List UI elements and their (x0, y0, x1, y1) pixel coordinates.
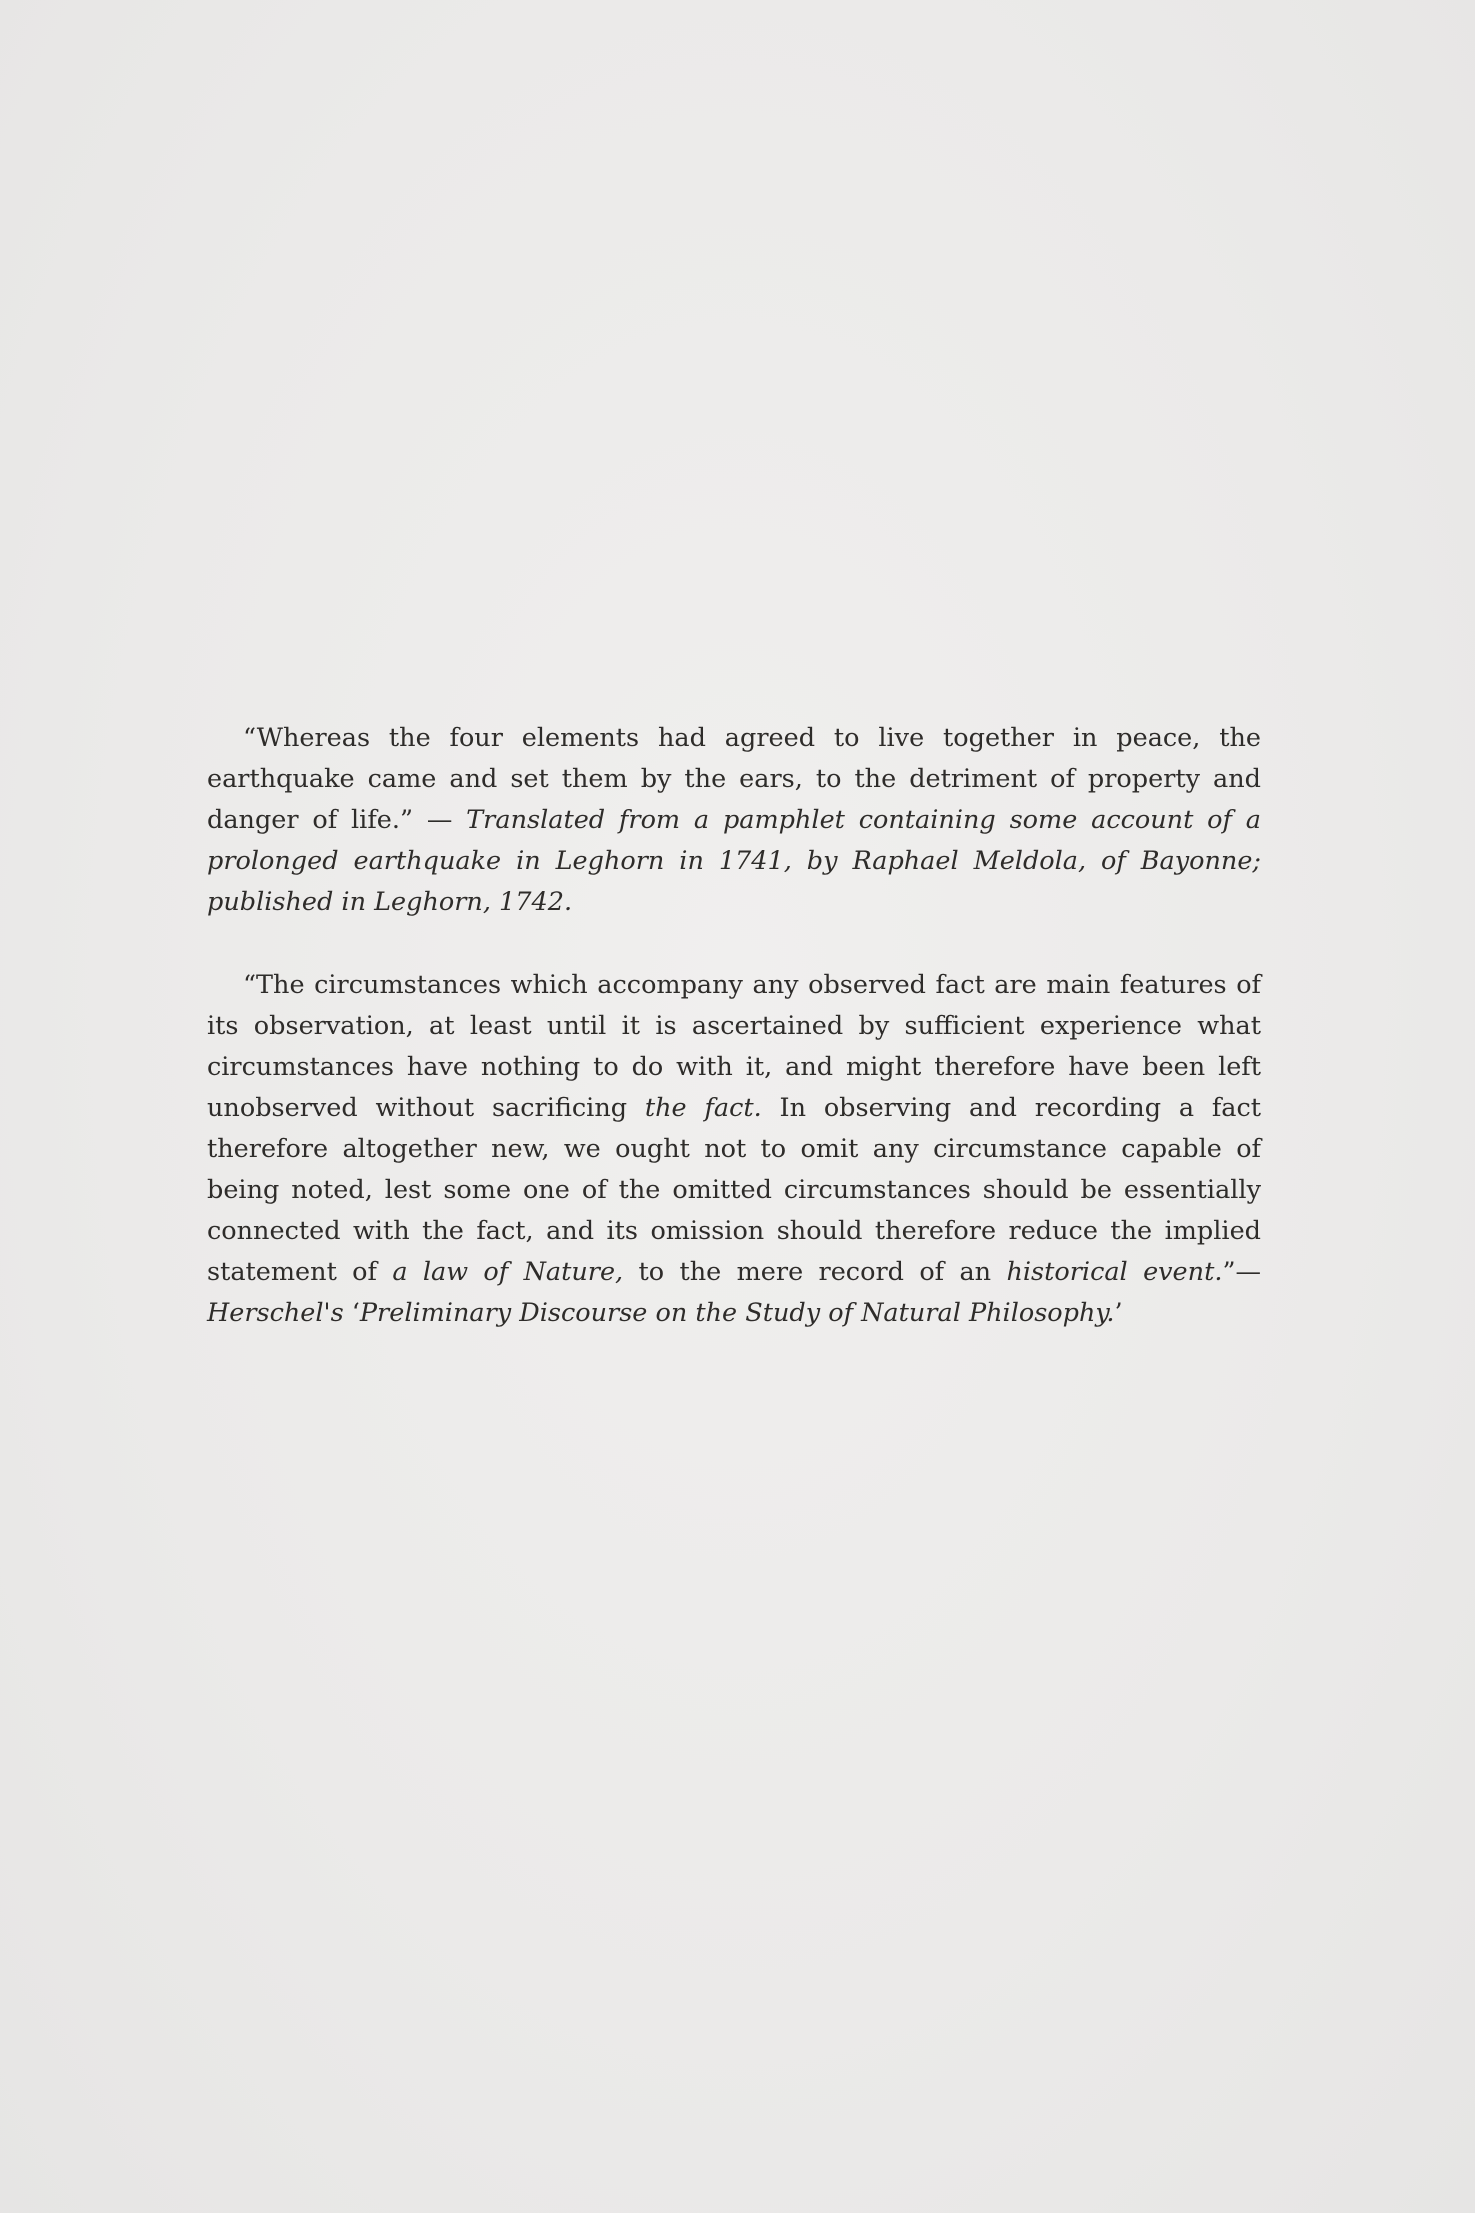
epigraph-block (207, 718, 1261, 1334)
quote-text: “Whereas the four elements had agreed to live together in peace, the earthquake came and set them by the ears, to the detriment of property and danger of life.” — (207, 723, 1261, 835)
quote-text: “The circumstances which accompany any observed fact are main features of its observation, at least until it is ascertained by sufficient experience what circumstances have nothing to do with it, and might therefore have been left unobserved without sacrificing (207, 970, 1261, 1123)
quote-emphasis: the fact. (644, 1093, 762, 1123)
quote-emphasis: a law of Nature, (392, 1257, 624, 1287)
quote-text: to the mere record of an (623, 1257, 1007, 1287)
epigraph-quote-herschel (207, 965, 1261, 1334)
quote-text: ’ (1114, 1298, 1123, 1328)
quote-attribution-title: Preliminary Discourse on the Study of Natural Philosophy. (359, 1298, 1115, 1328)
quote-text: In observing and recording a fact therefore altogether new, we ought not to omit any circumstance capable of being noted, lest some one of the omitted circumstances should be essentially connected with the fact, and its omission should therefore reduce the implied statement of (207, 1093, 1262, 1287)
quote-attribution-author: Herschel's (207, 1298, 344, 1328)
quote-attribution: Translated from a pamphlet containing some account of a prolonged earthquake in Leghorn in 1741, by Raphael Meldola, of Bayonne; published in Leghorn, 1742. (207, 805, 1261, 917)
epigraph-quote-meldola (207, 718, 1261, 923)
quote-text: ‘ (343, 1298, 360, 1328)
quote-emphasis: historical event. (1006, 1257, 1223, 1287)
quote-text: ”— (1222, 1257, 1261, 1287)
